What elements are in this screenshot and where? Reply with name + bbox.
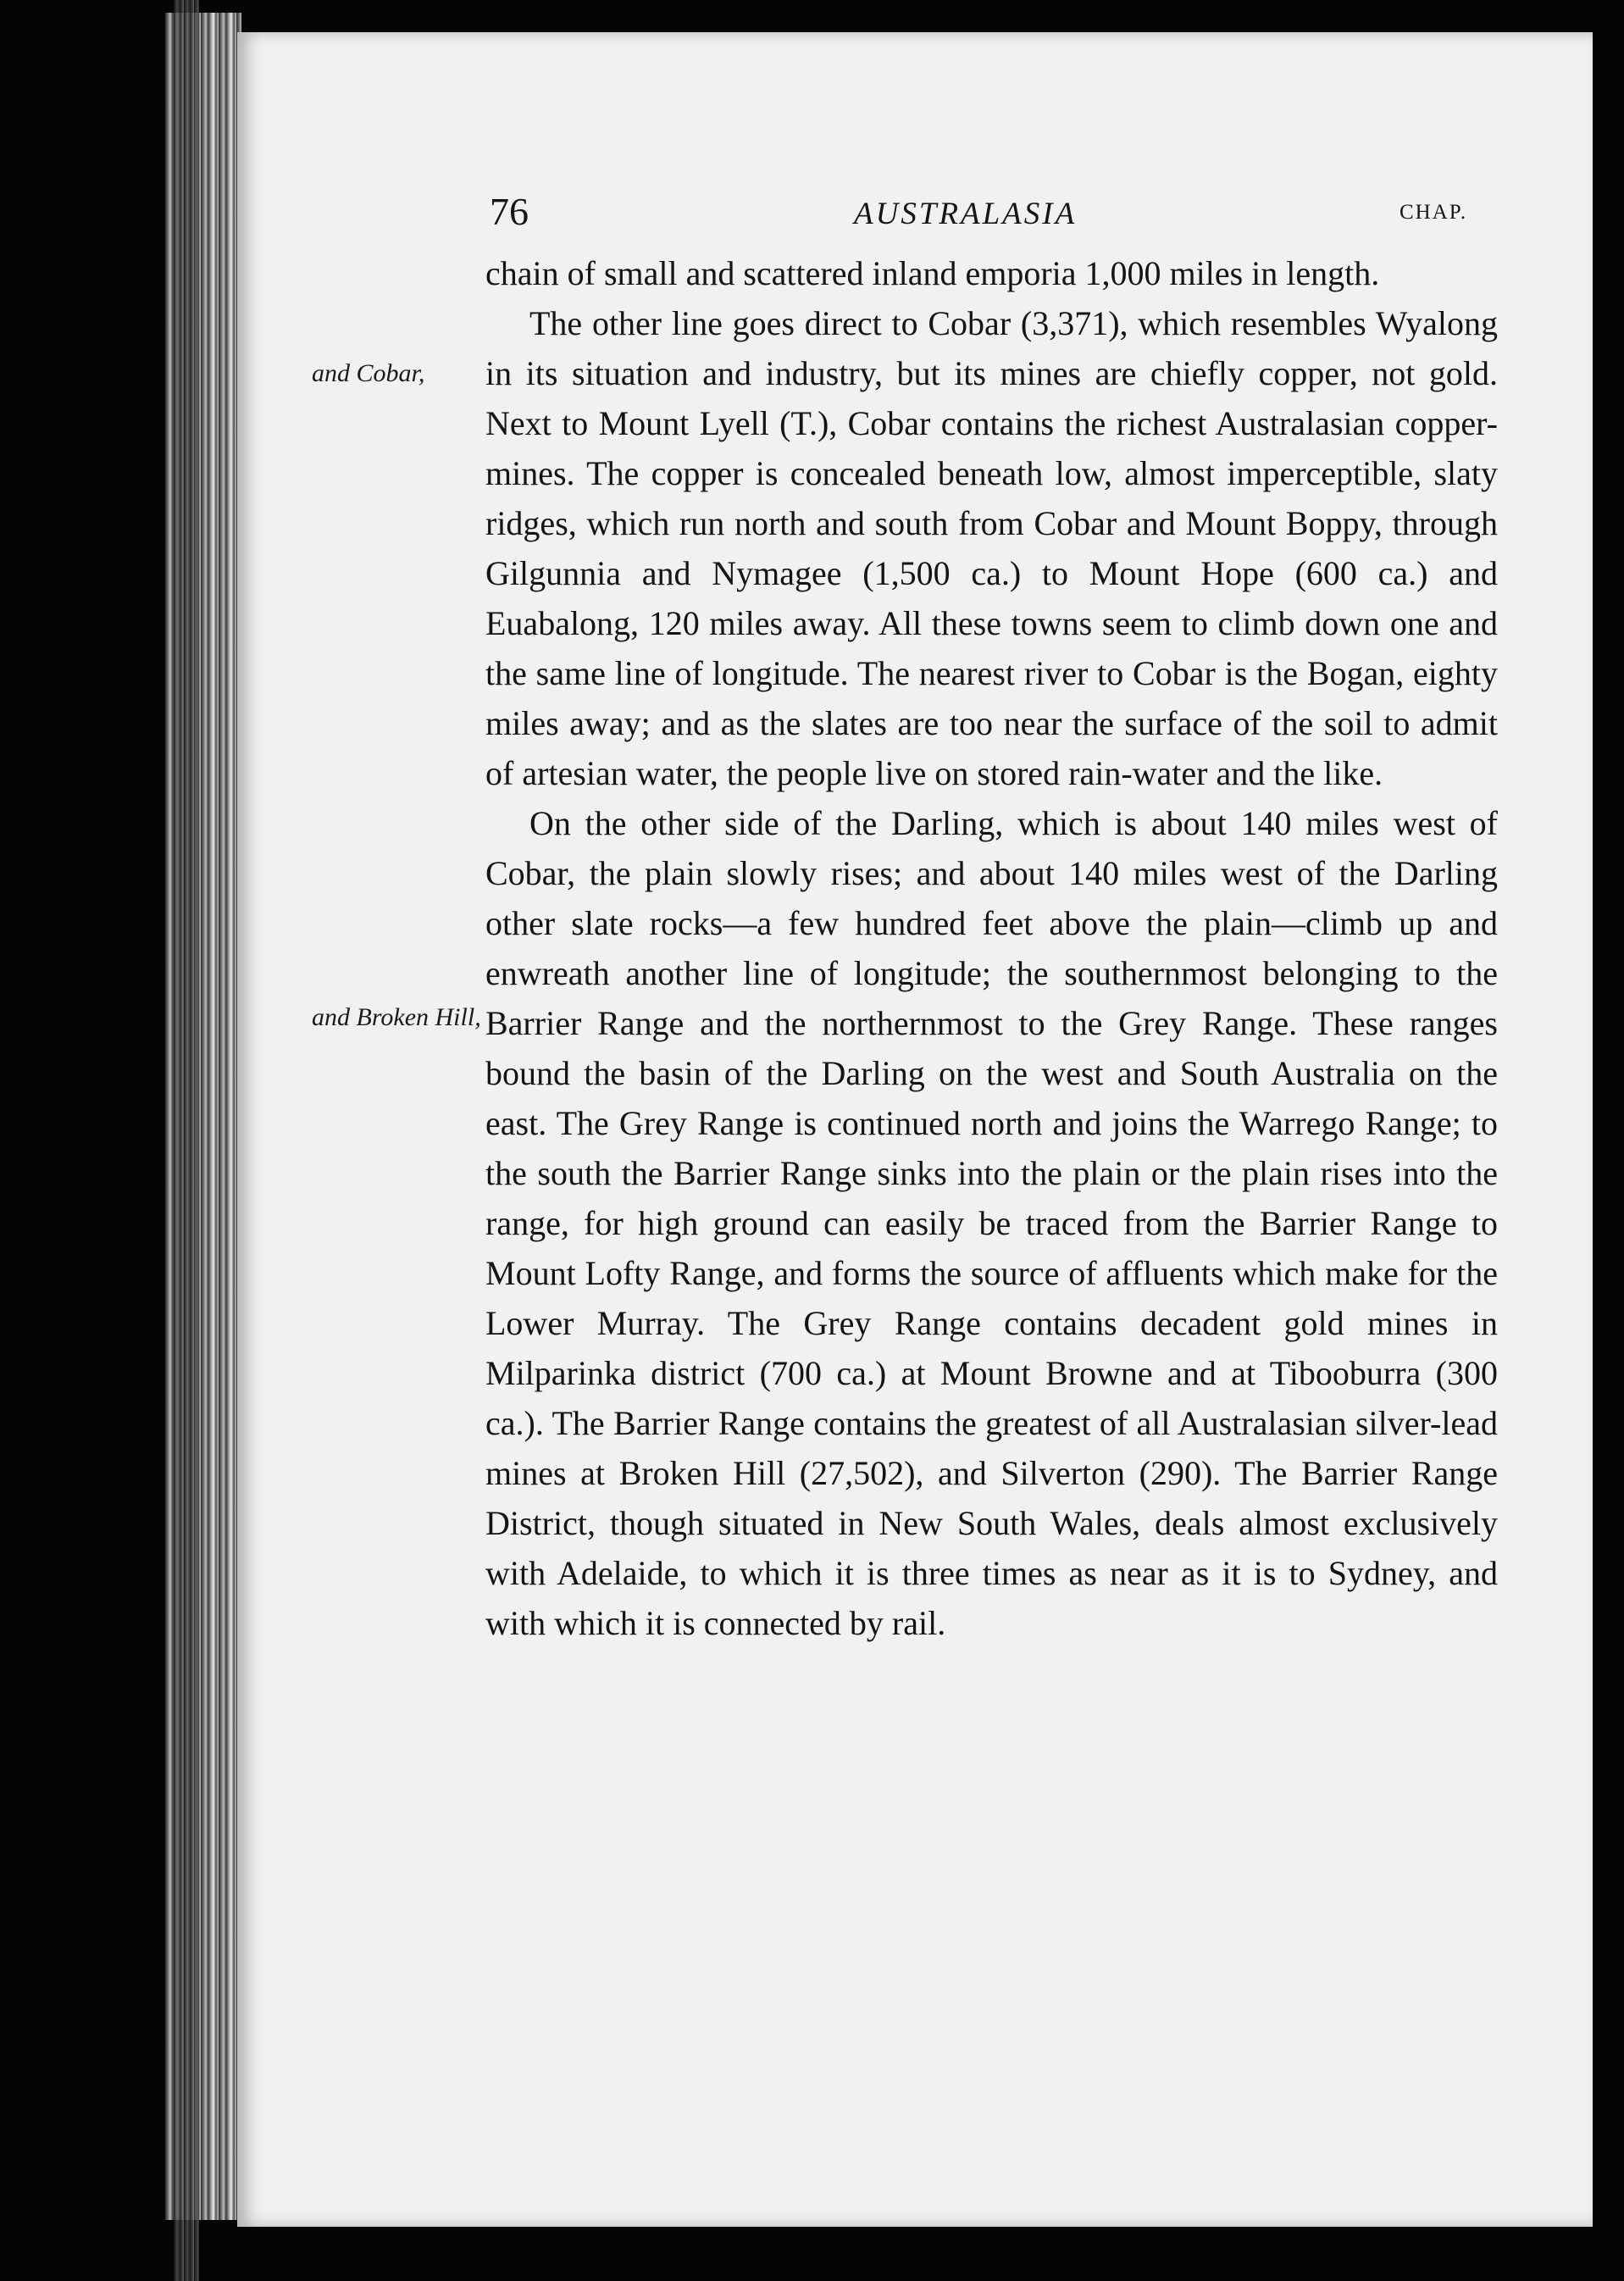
running-head <box>237 189 1593 248</box>
paragraph-broken-hill: On the other side of the Darling, which is about 140 miles west of Cobar, the plain slowly rises; and about 140 miles west of the Darling other slate rocks—a few hundred feet above the plain—climb up and enwreath another line of longitude; the southernmost belonging to the Barrier Range and the northernmost to the Grey Range. These ranges bound the basin of the Darling on the west and South Australia on the east. The Grey Range is continued north and joins the Warrego Range; to the south the Barrier Range sinks into the plain or the plain rises into the range, for high ground can easily be traced from the Barrier Range to Mount Lofty Range, and forms the source of affluents which make for the Lower Murray. The Grey Range contains decadent gold mines in Milparinka district (700 ca.) at Mount Browne and at Tibooburra (300 ca.). The Barrier Range contains the greatest of all Australasian silver-lead mines at Broken Hill (27,502), and Silverton (290). The Barrier Range District, though situated in New South Wales, deals almost exclusively with Adelaide, to which it is three times as near as it is to Sydney, and with which it is connected by rail. <box>485 804 1498 1642</box>
page-number: 76 <box>490 190 529 233</box>
book-page <box>237 32 1593 2227</box>
margin-note-broken-hill: and Broken Hill, <box>312 1003 481 1031</box>
running-title: AUSTRALASIA <box>854 197 1078 231</box>
book-spine-shadow <box>174 0 199 2281</box>
body-text <box>485 248 1498 1648</box>
paragraph-cobar: The other line goes direct to Cobar (3,371), which resembles Wyalong in its situation and industry, but its mines are chiefly copper, not gold. Next to Mount Lyell (T.), Cobar contains the richest Australasian copper-mines. The copper is concealed beneath low, almost imperceptible, slaty ridges, which run north and south from Cobar and Mount Boppy, through Gilgunnia and Nymagee (1,500 ca.) to Mount Hope (600 ca.) and Euabalong, 120 miles away. All these towns seem to climb down one and the same line of longitude. The nearest river to Cobar is the Bogan, eighty miles away; and as the slates are too near the surface of the soil to admit of artesian water, the people live on stored rain-water and the like. <box>485 304 1498 792</box>
running-chapter-label: CHAP. <box>1400 201 1468 224</box>
margin-note-cobar: and Cobar, <box>312 359 425 387</box>
paragraph-continuation: chain of small and scattered inland emporia 1,000 miles in length. <box>485 254 1380 292</box>
